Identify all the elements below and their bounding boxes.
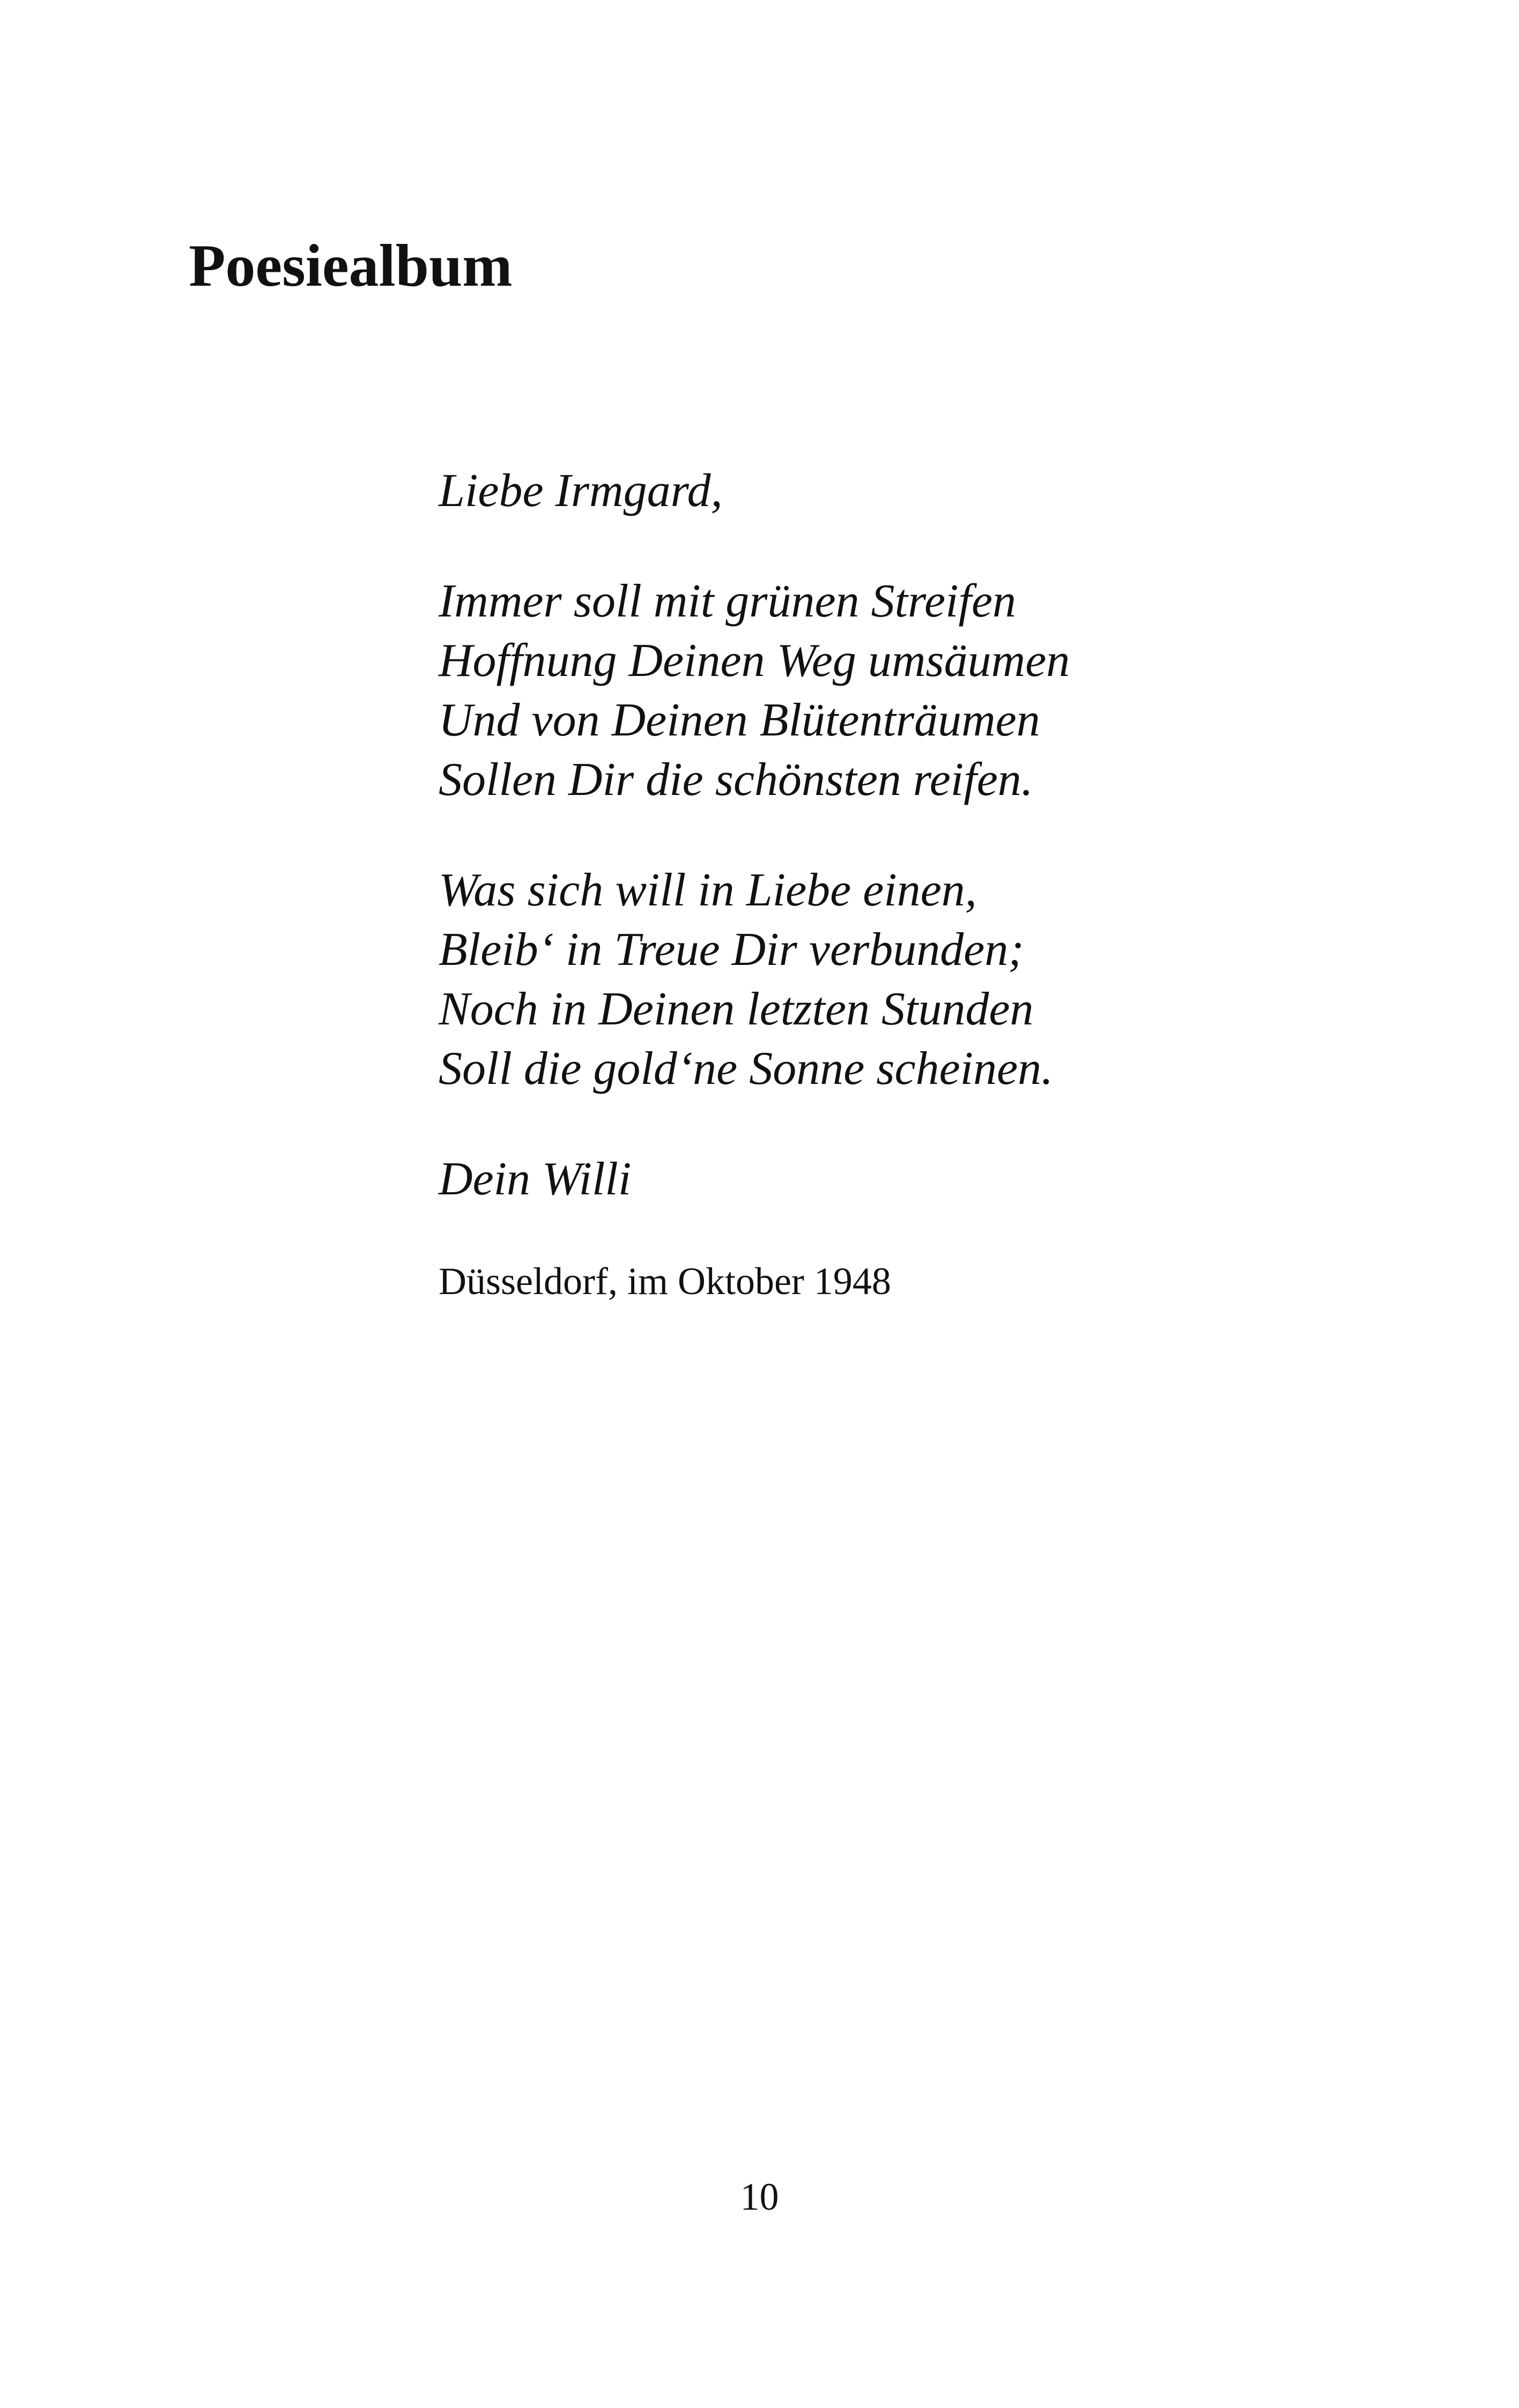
poem-block [439, 461, 1070, 1305]
stanza-1 [439, 571, 1070, 809]
page-title: Poesiealbum [189, 233, 513, 299]
signature-line: Dein Willi [439, 1153, 632, 1205]
poem-line: Sollen Dir die schönsten reifen. [439, 754, 1033, 806]
page-number: 10 [740, 2175, 779, 2218]
poem-line: Und von Deinen Blütenträumen [439, 694, 1040, 746]
place-date: Düsseldorf, im Oktober 1948 [439, 1260, 891, 1303]
salutation [439, 461, 1070, 521]
poem-line: Noch in Deinen letzten Stunden [439, 983, 1034, 1035]
signature [439, 1149, 1070, 1209]
poem-line: Was sich will in Liebe einen, [439, 864, 977, 916]
poem-line: Bleib‘ in Treue Dir verbunden; [439, 924, 1024, 976]
stanza-2 [439, 860, 1070, 1098]
poem-line: Immer soll mit grünen Streifen [439, 575, 1017, 627]
poem-line: Soll die gold‘ne Sonne scheinen. [439, 1043, 1054, 1095]
poem-line: Hoffnung Deinen Weg umsäumen [439, 635, 1070, 687]
salutation-line: Liebe Irmgard, [439, 465, 723, 517]
